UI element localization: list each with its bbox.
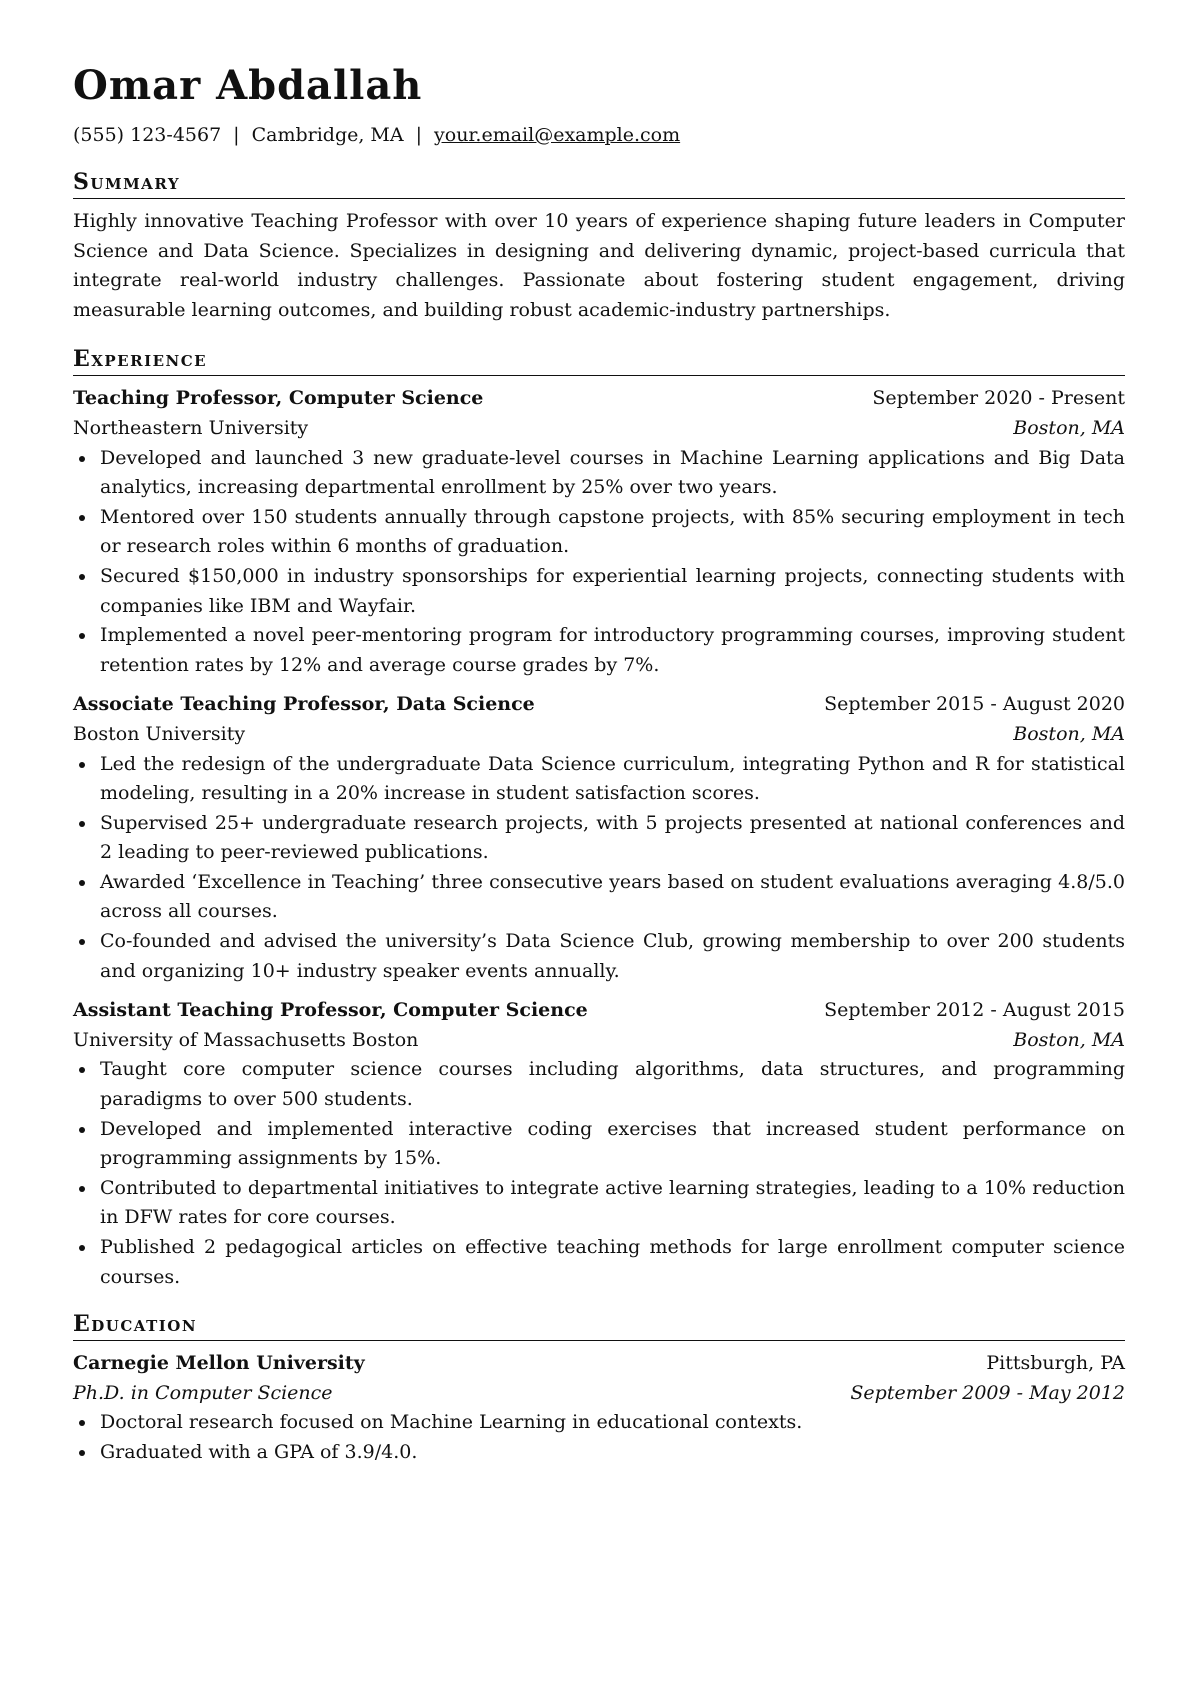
bullet-text: Doctoral research focused on Machine Learning in educational contexts. [100,1411,803,1434]
bullet-item [73,1438,1125,1468]
employer-name: University of Massachusetts Boston [73,1028,419,1051]
employer-name: Northeastern University [73,416,309,439]
bullet-text: Supervised 25+ undergraduate research projects, with 5 projects presented at national conferences and 2 leading to peer-reviewed publications. [100,811,1125,864]
employer-name: Boston University [73,722,246,745]
summary-text: Highly innovative Teaching Professor with over 10 years of experience shaping future leaders in Computer Science and Data Science. Specializes in designing and delivering dynamic, project-based curricula that integrate real-world industry challenges. Passionate about fostering student engagement, driving measurable learning outcomes, and building robust academic-industry partnerships. [73,210,1125,321]
job-dates: September 2015 - August 2020 [824,693,1125,716]
bullet-item [73,621,1125,680]
bullet-text: Awarded ‘Excellence in Teaching’ three consecutive years based on student evaluations averaging 4.8/5.0 across all courses. [100,870,1125,923]
bullet-item [73,503,1125,562]
education-dates: September 2009 - May 2012 [850,1381,1125,1404]
job-dates: September 2020 - Present [872,387,1125,410]
bullet-text: Developed and launched 3 new graduate-level courses in Machine Learning applications and Big Data analytics, increasing departmental enrollment by 25% over two years. [100,446,1125,499]
bullet-item [73,1115,1125,1174]
job-bullets [73,750,1125,987]
bullet-icon [79,1450,85,1456]
bullet-text: Led the redesign of the undergraduate Data Science curriculum, integrating Python and R for statistical modeling, resulting in a 20% increase in student satisfaction scores. [100,752,1125,805]
contact-line [73,122,1125,148]
bullet-item [73,444,1125,503]
bullet-text: Mentored over 150 students annually through capstone projects, with 85% securing employment in tech or research roles within 6 months of graduation. [100,505,1125,558]
job-entry [73,996,1125,1292]
job-dates: September 2012 - August 2015 [824,999,1125,1022]
bullet-item [73,927,1125,986]
bullet-text: Contributed to departmental initiatives to integrate active learning strategies, leading to a 10% reduction in DFW rates for core courses. [100,1176,1125,1229]
resume-page [73,58,1125,1468]
job-entry [73,384,1125,680]
education-heading: Education [73,1310,1125,1341]
education-bullets [73,1408,1125,1467]
bullet-icon [79,574,85,580]
email-link[interactable]: your.email@example.com [434,124,681,146]
education-section [73,1310,1125,1467]
contact-separator: | [233,124,240,146]
school-name: Carnegie Mellon University [73,1352,365,1375]
bullet-text: Co-founded and advised the university’s Data Science Club, growing membership to over 200 students and organizing 10+ industry speaker events annually. [100,930,1125,982]
bullet-item [73,809,1125,868]
experience-heading: Experience [73,345,1125,376]
job-bullets [73,1055,1125,1292]
candidate-name: Omar Abdallah [73,62,423,109]
job-bullets [73,444,1125,681]
bullet-icon [79,880,85,886]
bullet-icon [79,939,85,945]
bullet-item [73,1408,1125,1438]
job-title: Assistant Teaching Professor, Computer Science [73,999,588,1022]
bullet-text: Developed and implemented interactive coding exercises that increased student performance on programming assignments by 15%. [100,1117,1125,1170]
bullet-item [73,868,1125,927]
experience-section [73,345,1125,1292]
bullet-item [73,562,1125,621]
job-location: Boston, MA [1013,416,1125,439]
bullet-icon [79,1067,85,1073]
bullet-item [73,750,1125,809]
location-text: Cambridge, MA [251,124,404,146]
bullet-icon [79,1420,85,1426]
job-location: Boston, MA [1013,722,1125,745]
school-location: Pittsburgh, PA [986,1352,1125,1375]
summary-section [73,168,1125,325]
phone-number: (555) 123-4567 [73,124,222,146]
job-title: Associate Teaching Professor, Data Science [73,693,535,716]
bullet-icon [79,633,85,639]
job-entry [73,690,1125,986]
degree-name: Ph.D. in Computer Science [73,1381,333,1404]
bullet-icon [79,1186,85,1192]
bullet-text: Published 2 pedagogical articles on effective teaching methods for large enrollment computer science courses. [100,1236,1125,1288]
contact-separator: | [415,124,423,146]
bullet-icon [79,515,85,521]
job-location: Boston, MA [1013,1028,1125,1051]
bullet-icon [79,1245,85,1251]
bullet-text: Taught core computer science courses including algorithms, data structures, and programming paradigms to over 500 students. [100,1058,1125,1111]
bullet-icon [79,821,85,827]
bullet-text: Secured $150,000 in industry sponsorships for experiential learning projects, connecting students with companies like IBM and Wayfair. [100,564,1125,617]
job-title: Teaching Professor, Computer Science [73,387,484,410]
bullet-text: Graduated with a GPA of 3.9/4.0. [100,1440,418,1463]
bullet-item [73,1174,1125,1233]
bullet-item [73,1233,1125,1292]
bullet-icon [79,456,85,462]
bullet-icon [79,1127,85,1133]
bullet-item [73,1055,1125,1114]
bullet-icon [79,762,85,768]
summary-heading: Summary [73,168,1125,199]
bullet-text: Implemented a novel peer-mentoring program for introductory programming courses, improving student retention rates by 12% and average course grades by 7%. [100,624,1125,676]
